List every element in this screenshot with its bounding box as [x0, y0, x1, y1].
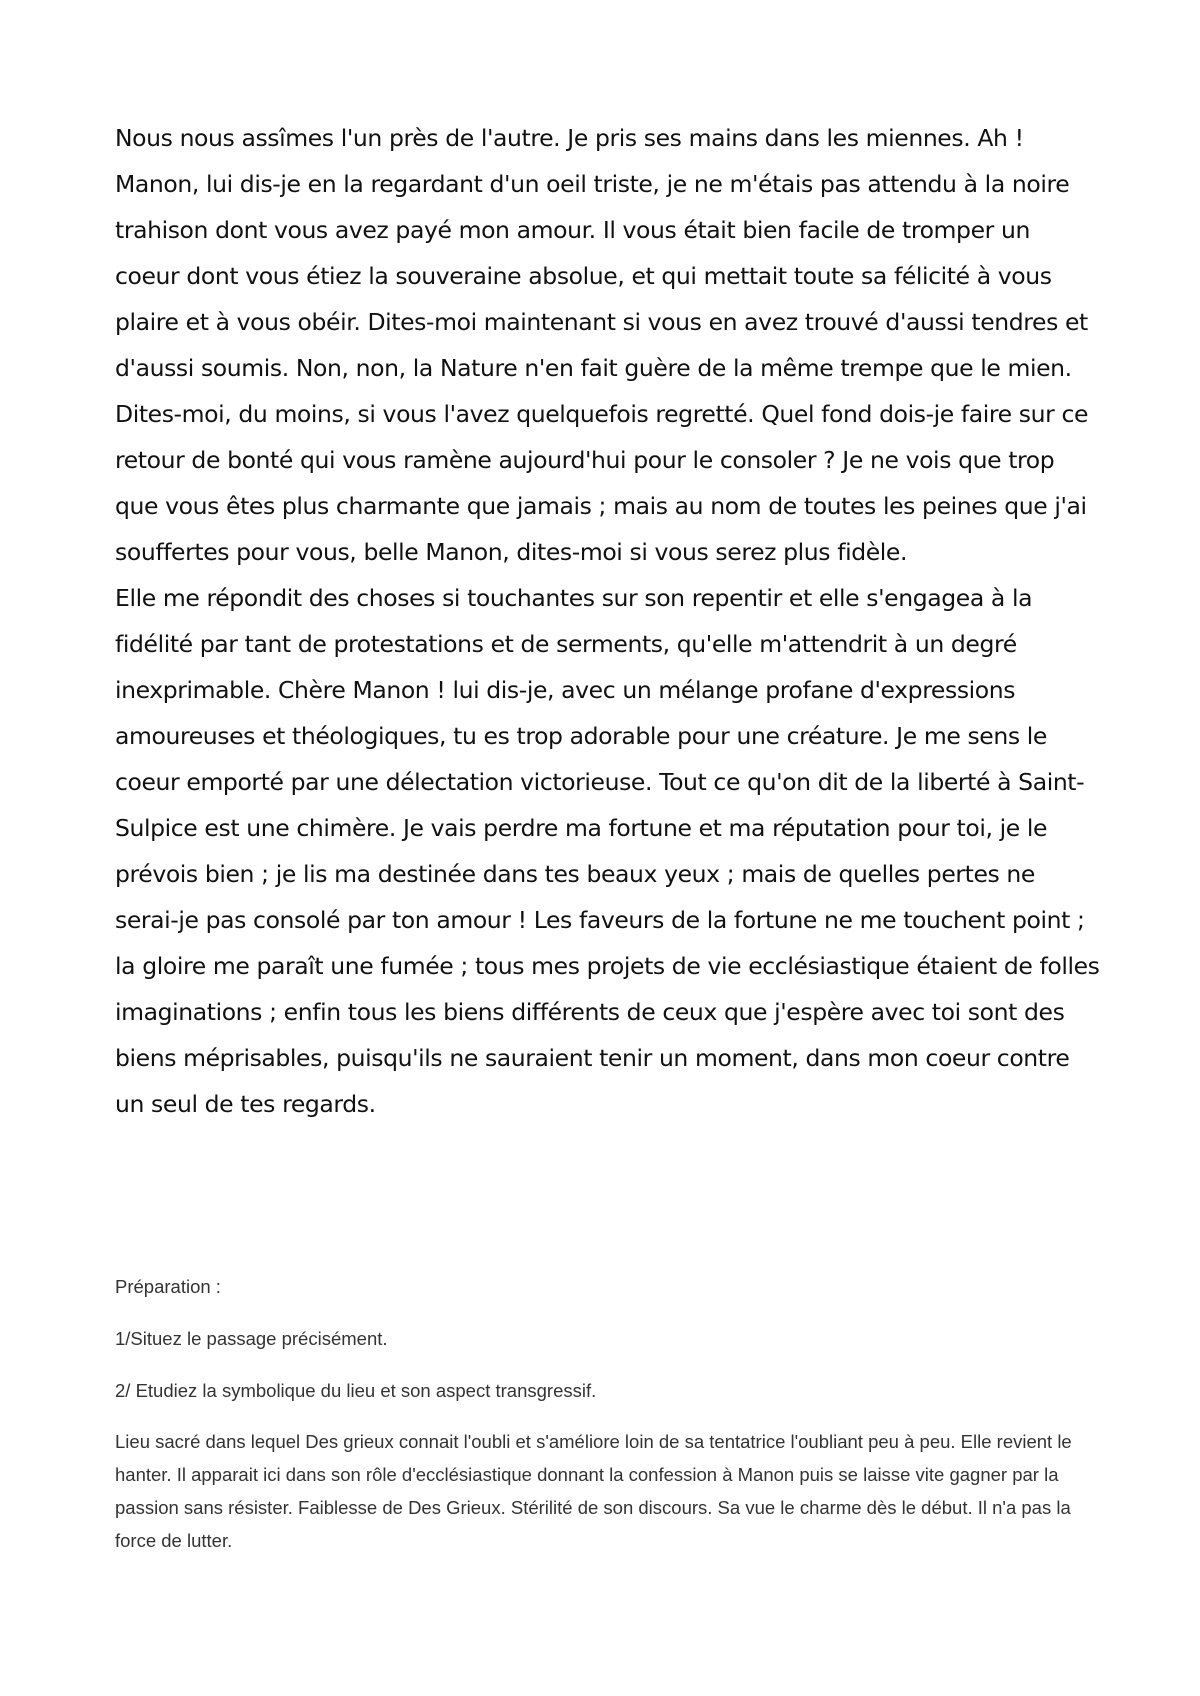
preparation-heading: Préparation : [115, 1276, 221, 1297]
question-2: 2/ Etudiez la symbolique du lieu et son aspect transgressif. [115, 1380, 597, 1401]
question-1: 1/Situez le passage précisément. [115, 1328, 388, 1349]
preparation-section [115, 1272, 1100, 1557]
excerpt-paragraph-2: Elle me répondit des choses si touchantes sur son repentir et elle s'engagea à la fidélité par tant de protestations et de serments, qu'elle m'attendrit à un degré inexprimable. Chère Manon ! lui dis-je, avec un mélange profane d'expressions amoureuses et théologiques, tu es trop adorable pour une créature. Je me sens le coeur emporté par une délectation victorieuse. Tout ce qu'on dit de la liberté à Saint-Sulpice est une chimère. Je vais perdre ma fortune et ma réputation pour toi, je le prévois bien ; je lis ma destinée dans tes beaux yeux ; mais de quelles pertes ne serai-je pas consolé par ton amour ! Les faveurs de la fortune ne me touchent point ; la gloire me paraît une fumée ; tous mes projets de vie ecclésiastique étaient de folles imaginations ; enfin tous les biens différents de ceux que j'espère avec toi sont des biens méprisables, puisqu'ils ne sauraient tenir un moment, dans mon coeur contre un seul de tes regards. [115, 584, 1100, 1118]
excerpt-paragraph-1: Nous nous assîmes l'un près de l'autre. Je pris ses mains dans les miennes. Ah ! Manon, lui dis-je en la regardant d'un oeil triste, je ne m'étais pas attendu à la noire trahison dont vous avez payé mon amour. Il vous était bien facile de tromper un coeur dont vous étiez la souveraine absolue, et qui mettait toute sa félicité à vous plaire et à vous obéir. Dites-moi maintenant si vous en avez trouvé d'aussi tendres et d'aussi soumis. Non, non, la Nature n'en fait guère de la même trempe que le mien. Dites-moi, du moins, si vous l'avez quelquefois regretté. Quel fond dois-je faire sur ce retour de bonté qui vous ramène aujourd'hui pour le consoler ? Je ne vois que trop que vous êtes plus charmante que jamais ; mais au nom de toutes les peines que j'ai souffertes pour vous, belle Manon, dites-moi si vous serez plus fidèle. [115, 124, 1089, 566]
answer-text: Lieu sacré dans lequel Des grieux connait l'oubli et s'améliore loin de sa tentatrice l'oubliant peu à peu. Elle revient le hanter. Il apparait ici dans son rôle d'ecclésiastique donnant la confession à Manon puis se laisse vite gagner par la passion sans résister. Faiblesse de Des Grieux. Stérilité de son discours. Sa vue le charme dès le début. Il n'a pas la force de lutter. [115, 1431, 1072, 1551]
excerpt-text [115, 115, 1100, 1127]
